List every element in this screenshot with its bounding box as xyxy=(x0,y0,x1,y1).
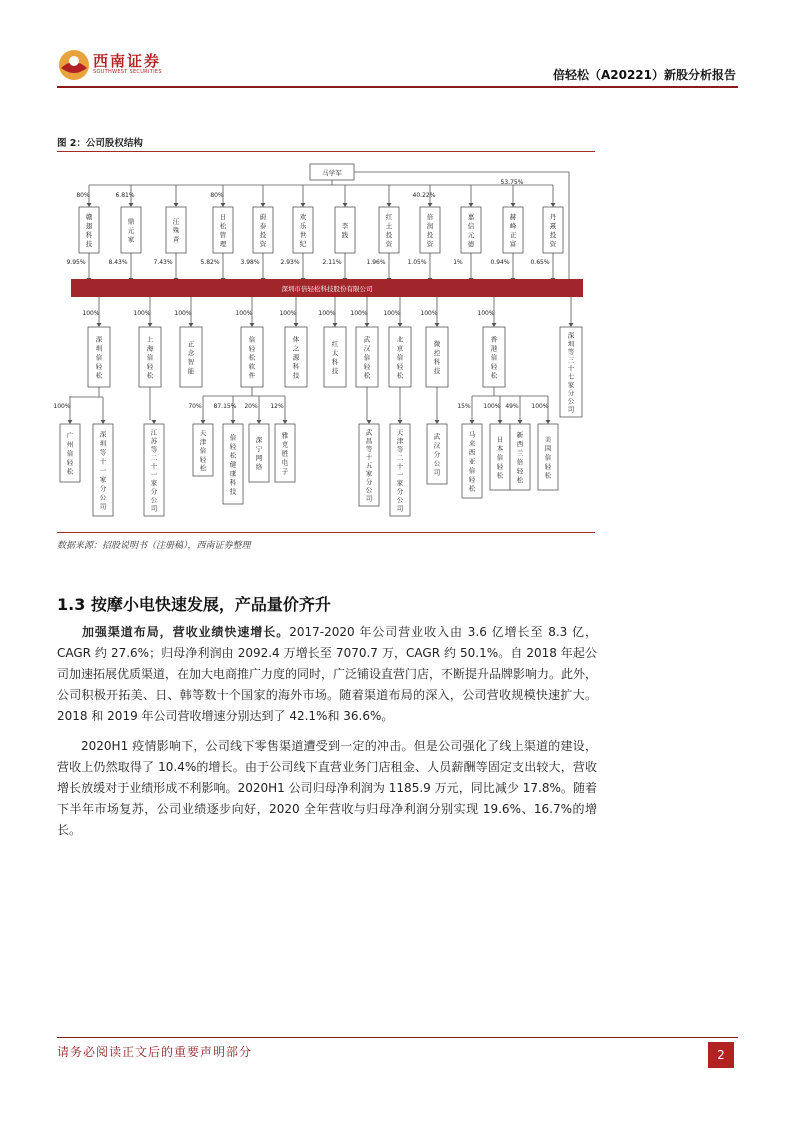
subsidiary-box-char: 深 xyxy=(567,331,575,340)
shareholder-box-char: 投 xyxy=(426,231,434,240)
subsidiary-box-char: 科 xyxy=(433,358,441,367)
paragraph-1 xyxy=(57,622,597,727)
level3-pct: 70% xyxy=(188,403,202,410)
company-label: 深圳市倍轻松科技股份有限公司 xyxy=(281,285,373,293)
arrow-head xyxy=(201,420,206,424)
level3-box-char: 网 xyxy=(255,454,263,463)
level3-box-char: 亚 xyxy=(468,457,476,466)
subsidiary-box-char: 技 xyxy=(292,371,300,380)
subsidiary-box-char: 技 xyxy=(331,367,339,376)
arrow-head xyxy=(250,323,255,327)
logo-subtext: SOUTHWEST SECURITIES xyxy=(93,69,162,75)
level3-box-char: 昌 xyxy=(365,436,373,445)
shareholder-box-char: 土 xyxy=(385,222,393,231)
subsidiary-box-char: 圳 xyxy=(95,344,103,353)
level3-box-char: 马 xyxy=(468,430,476,439)
arrow-head xyxy=(87,203,92,207)
shareholder-pct: 0.65% xyxy=(530,259,550,266)
level3-box-char: 胜 xyxy=(281,449,289,458)
level3-box-char: 克 xyxy=(281,440,289,449)
shareholder-box-char: 世 xyxy=(299,231,307,240)
level3-box-char: 分 xyxy=(99,484,107,493)
arrow-head xyxy=(333,323,338,327)
level3-box-char: 公 xyxy=(396,495,404,504)
arrow-head xyxy=(492,323,497,327)
shareholder-box-char: 汪 xyxy=(172,217,180,226)
level3-box-char: 康 xyxy=(229,469,237,478)
paragraph-2 xyxy=(57,736,597,841)
shareholder-parent-pct: 40.22% xyxy=(412,192,436,199)
arrow-head xyxy=(261,203,266,207)
subsidiary-box-char: 能 xyxy=(187,367,195,376)
level3-box-char: 津 xyxy=(199,437,207,446)
level3-pct: 20% xyxy=(244,403,258,410)
subsidiary-box-char: 轻 xyxy=(248,344,256,353)
level3-box-char: 等 xyxy=(99,448,107,457)
org-chart xyxy=(53,152,597,532)
shareholder-box-char: 丹 xyxy=(549,213,557,222)
level3-box-char: 西 xyxy=(468,448,476,457)
shareholder-box-char: 理 xyxy=(219,240,227,249)
shareholder-box-char: 李 xyxy=(341,222,349,231)
level3-box-char: 司 xyxy=(365,494,373,503)
subsidiary-box-char: 软 xyxy=(248,362,256,371)
subsidiary-box-char: 深 xyxy=(95,335,103,344)
level3-box-char: 等 xyxy=(396,445,404,454)
shareholder-box-char: 投 xyxy=(259,231,267,240)
shareholder-box-char: 管 xyxy=(219,231,227,240)
shareholder-box-char: 鼎 xyxy=(127,217,135,226)
level3-box-char: 二 xyxy=(150,453,158,462)
subsidiary-box-char: 倍 xyxy=(363,353,371,362)
subsidiary-box-char: 圳 xyxy=(567,339,575,348)
subsidiary-box-char: 港 xyxy=(490,344,498,353)
top-person-label: 马学军 xyxy=(322,169,342,177)
level3-box-char: 技 xyxy=(229,487,237,496)
subsidiary-box-char: 源 xyxy=(292,353,300,362)
level3-box-char: 轻 xyxy=(544,462,552,471)
level3-box-char: 分 xyxy=(365,477,373,486)
shareholder-parent-pct: 6.81% xyxy=(115,192,135,199)
level3-box-char: 天 xyxy=(199,429,207,438)
level3-box-char: 新 xyxy=(516,431,524,440)
level3-box-char: 络 xyxy=(255,463,263,472)
level3-pct: 87.15% xyxy=(213,403,237,410)
shareholder-box-char: 殊 xyxy=(172,226,180,235)
subsidiary-box-char: 松 xyxy=(146,371,154,380)
logo-text: 西南证券 xyxy=(93,52,162,70)
level3-box-char: 家 xyxy=(396,479,404,488)
arrow-head xyxy=(283,420,288,424)
level3-box-char: 轻 xyxy=(468,475,476,484)
subsidiary-box-char: 念 xyxy=(187,349,195,358)
subsidiary-box-char: 等 xyxy=(567,347,575,356)
level3-box-char: 广 xyxy=(66,431,74,440)
subsidiary-box-char: 轻 xyxy=(363,362,371,371)
level3-box-char: 十 xyxy=(99,457,107,466)
level3-box-char: 司 xyxy=(433,468,441,477)
level3-box-char: 十 xyxy=(365,453,373,462)
level3-box-char: 家 xyxy=(99,475,107,484)
shareholder-box-char: 倍 xyxy=(426,213,434,222)
level3-box-char: 司 xyxy=(99,502,107,511)
level3-box-char: 一 xyxy=(396,470,404,479)
subsidiary-pct: 100% xyxy=(279,310,297,317)
shareholder-box-char: 正 xyxy=(509,231,517,240)
arrow-head xyxy=(398,323,403,327)
level3-box-char: 松 xyxy=(66,467,74,476)
subsidiary-box-char: 科 xyxy=(331,358,339,367)
level3-box-char: 司 xyxy=(150,504,158,513)
level3-box-char: 轻 xyxy=(496,462,504,471)
level3-box-char: 松 xyxy=(468,484,476,493)
level3-box-char: 分 xyxy=(433,450,441,459)
level3-box-char: 天 xyxy=(396,428,404,437)
footer-disclaimer: 请务必阅读正文后的重要声明部分 xyxy=(57,1045,253,1059)
shareholder-pct: 1.96% xyxy=(366,259,386,266)
shareholder-box-char: 松 xyxy=(219,222,227,231)
level3-pct: 49% xyxy=(505,403,519,410)
arrow-head xyxy=(189,323,194,327)
subsidiary-box-char: 控 xyxy=(433,349,441,358)
arrow-head xyxy=(546,420,551,424)
level3-box-char: 深 xyxy=(99,430,107,439)
subsidiary-box-char: 倍 xyxy=(95,353,103,362)
subsidiary-pct: 100% xyxy=(82,310,100,317)
shareholder-pct: 8.43% xyxy=(108,259,128,266)
level3-box-char: 一 xyxy=(99,466,107,475)
level3-box-char: 轻 xyxy=(229,442,237,451)
level3-box-char: 分 xyxy=(396,487,404,496)
subsidiary-box-char: 京 xyxy=(396,344,404,353)
subsidiary-box-char: 松 xyxy=(363,371,371,380)
level3-pct: 100% xyxy=(483,403,501,410)
arrow-head xyxy=(68,420,73,424)
subsidiary-box-char: 上 xyxy=(146,335,154,344)
shareholder-box-char: 熹 xyxy=(549,222,557,231)
level3-box-char: 江 xyxy=(150,428,158,437)
shareholder-box-char: 乐 xyxy=(299,222,307,231)
arrow-head xyxy=(435,420,440,424)
level3-box-char: 国 xyxy=(544,444,552,453)
subsidiary-box-char: 北 xyxy=(396,335,404,344)
page-number: 2 xyxy=(708,1042,734,1068)
arrow-head xyxy=(569,323,574,327)
shareholder-box-char: 翅 xyxy=(85,222,93,231)
shareholder-box-char: 蔚 xyxy=(259,213,267,222)
shareholder-pct: 3.98% xyxy=(240,259,260,266)
shareholder-box-char: 纪 xyxy=(299,240,307,249)
level3-box-char: 一 xyxy=(150,470,158,479)
level3-box-char: 日 xyxy=(496,435,504,444)
subsidiary-box-char: 武 xyxy=(363,335,371,344)
arrow-head xyxy=(398,420,403,424)
level3-box-char: 轻 xyxy=(516,467,524,476)
level3-box-char: 健 xyxy=(229,460,237,469)
top-right-pct: 53.75% xyxy=(500,179,524,186)
shareholder-box-char: 日 xyxy=(219,213,227,222)
subsidiary-box-char: 司 xyxy=(567,405,575,414)
arrow-head xyxy=(470,420,475,424)
arrow-head xyxy=(367,420,372,424)
level3-box-char: 倍 xyxy=(199,446,207,455)
section-title: 1.3 按摩小电快速发展，产品量价齐升 xyxy=(57,595,331,614)
level3-box-char: 公 xyxy=(99,493,107,502)
arrow-head xyxy=(294,323,299,327)
shareholder-box-char: 润 xyxy=(426,222,434,231)
shareholder-box-char: 资 xyxy=(385,240,393,249)
shareholder-pct: 7.43% xyxy=(153,259,173,266)
arrow-head xyxy=(551,203,556,207)
shareholder-pct: 1.05% xyxy=(407,259,427,266)
level3-box-char: 家 xyxy=(150,479,158,488)
level3-box-char: 电 xyxy=(281,458,289,467)
footer-rule xyxy=(57,1037,738,1038)
shareholder-box-char: 元 xyxy=(127,226,135,235)
level3-box-char: 倍 xyxy=(544,453,552,462)
subsidiary-box-char: 香 xyxy=(490,335,498,344)
level3-box-char: 州 xyxy=(66,440,74,449)
level3-box-char: 圳 xyxy=(99,439,107,448)
subsidiary-box-char: 倍 xyxy=(146,353,154,362)
arrow-head xyxy=(387,203,392,207)
level3-box-char: 公 xyxy=(433,459,441,468)
shareholder-box-char: 富 xyxy=(509,240,517,249)
paragraph-2-body: 2020H1 疫情影响下，公司线下零售渠道遭受到一定的冲击。但是公司强化了线上渠道的建设，营收上仍然取得了 10.4%的增长。由于公司线下直营业务门店租金、人员薪酬等固定支出较大，营收增长放缓对于业绩形成不利影响。2020H1 公司归母净利润为 1185.9 万元，同比减少 17.8%。随着下半年市场复苏，公司业绩逐步向好，2020 全年营收与归母净利润分别实现 19.6%、16.7%的增长。 xyxy=(57,739,597,837)
level3-box-char: 津 xyxy=(396,437,404,446)
arrow-head xyxy=(129,203,134,207)
level3-box-char: 分 xyxy=(150,487,158,496)
level3-box-char: 等 xyxy=(150,445,158,454)
subsidiary-box-char: 三 xyxy=(567,356,575,365)
level3-box-char: 雅 xyxy=(281,431,289,440)
level3-box-char: 十 xyxy=(150,462,158,471)
shareholder-box-char: 信 xyxy=(467,222,475,231)
subsidiary-box-char: 技 xyxy=(433,367,441,376)
shareholder-box-char: 践 xyxy=(341,231,349,240)
subsidiary-pct: 100% xyxy=(383,310,401,317)
logo-emblem-icon xyxy=(57,48,91,82)
shareholder-box-char: 赫 xyxy=(509,213,517,222)
shareholder-pct: 2.93% xyxy=(280,259,300,266)
arrow-head xyxy=(435,323,440,327)
level3-pct: 100% xyxy=(53,403,71,410)
subsidiary-box-char: 正 xyxy=(187,340,195,349)
subsidiary-box-char: 十 xyxy=(567,364,575,373)
level3-box-char: 倍 xyxy=(516,458,524,467)
figure-bottom-rule xyxy=(57,532,595,533)
shareholder-box-char: 资 xyxy=(549,240,557,249)
subsidiary-box-char: 智 xyxy=(187,358,195,367)
subsidiary-box-char: 松 xyxy=(248,353,256,362)
subsidiary-pct: 100% xyxy=(235,310,253,317)
level3-box-char: 公 xyxy=(365,486,373,495)
subsidiary-box-char: 轻 xyxy=(490,362,498,371)
level3-box-char: 武 xyxy=(433,432,441,441)
arrow-head xyxy=(152,420,157,424)
subsidiary-box-char: 红 xyxy=(331,340,339,349)
level3-box-char: 西 xyxy=(516,440,524,449)
arrow-head xyxy=(148,323,153,327)
level3-box-char: 兰 xyxy=(516,449,524,458)
level3-box-char: 松 xyxy=(544,471,552,480)
shareholder-pct: 0.94% xyxy=(490,259,510,266)
subsidiary-pct: 100% xyxy=(350,310,368,317)
arrow-head xyxy=(428,203,433,207)
shareholder-box-char: 峰 xyxy=(509,222,517,231)
arrow-head xyxy=(231,420,236,424)
subsidiary-pct: 100% xyxy=(318,310,336,317)
level3-box-char: 宁 xyxy=(255,445,263,454)
level3-box-char: 公 xyxy=(150,495,158,504)
level3-box-char: 倍 xyxy=(66,449,74,458)
level3-box-char: 等 xyxy=(365,445,373,454)
subsidiary-box-char: 倍 xyxy=(490,353,498,362)
figure-source: 数据来源：招股说明书（注册稿），西南证券整理 xyxy=(57,541,251,551)
shareholder-pct: 9.95% xyxy=(66,259,86,266)
subsidiary-box-char: 件 xyxy=(248,371,256,380)
level3-box-char: 本 xyxy=(496,444,504,453)
arrow-head xyxy=(518,420,523,424)
arrow-head xyxy=(343,203,348,207)
level3-box-char: 倍 xyxy=(229,433,237,442)
subsidiary-pct: 100% xyxy=(420,310,438,317)
subsidiary-box-char: 之 xyxy=(292,344,300,353)
shareholder-box-char: 赣 xyxy=(85,213,93,222)
header-rule xyxy=(57,86,738,88)
level3-box-char: 苏 xyxy=(150,437,158,446)
level3-box-char: 汉 xyxy=(433,441,441,450)
subsidiary-pct: 100% xyxy=(174,310,192,317)
level3-box-char: 松 xyxy=(516,476,524,485)
subsidiary-pct: 100% xyxy=(477,310,495,317)
shareholder-box-char: 资 xyxy=(426,240,434,249)
shareholder-pct: 5.82% xyxy=(200,259,220,266)
shareholder-box-char: 投 xyxy=(549,231,557,240)
shareholder-box-char: 泰 xyxy=(259,222,267,231)
shareholder-box-char: 青 xyxy=(172,235,180,244)
level3-box-char: 美 xyxy=(544,435,552,444)
report-title: 倍轻松（A20221）新股分析报告 xyxy=(552,68,736,82)
subsidiary-box-char: 松 xyxy=(95,371,103,380)
shareholder-box-char: 家 xyxy=(127,235,135,244)
subsidiary-box-char: 松 xyxy=(490,371,498,380)
shareholder-box-char: 投 xyxy=(385,231,393,240)
shareholder-parent-pct: 80% xyxy=(76,192,90,199)
arrow-head xyxy=(97,323,102,327)
shareholder-box-char: 嘉 xyxy=(467,213,475,222)
level3-box-char: 轻 xyxy=(199,455,207,464)
level3-box-char: 科 xyxy=(229,478,237,487)
arrow-head xyxy=(365,323,370,327)
shareholder-box-char: 元 xyxy=(467,231,475,240)
subsidiary-box-char: 体 xyxy=(292,335,300,344)
arrow-head xyxy=(301,203,306,207)
arrow-head xyxy=(174,203,179,207)
paragraph-1-body: 2017-2020 年公司营业收入由 3.6 亿增长至 8.3 亿，CAGR 约 27.6%；归母净利润由 2092.4 万增长至 7070.7 万，CAGR 约 50.1%。自 2018 年起公司加速拓展优质渠道，在加大电商推广力度的同时，广泛铺设直营门店，不断提升品牌影响力。此外，公司积极开拓美、日、韩等数十个国家的海外市场。随着渠道布局的深入，公司营收规模快速扩大。2018 和 2019 年公司营收增速分别达到了 42.1%和 36.6%。 xyxy=(57,625,598,723)
paragraph-1-lead: 加强渠道布局，营收业绩快速增长。 xyxy=(81,625,290,639)
arrow-head xyxy=(257,420,262,424)
subsidiary-pct: 100% xyxy=(133,310,151,317)
shareholder-box-char: 欢 xyxy=(299,213,307,222)
level3-box-char: 倍 xyxy=(468,466,476,475)
level3-box-char: 五 xyxy=(365,461,373,470)
level3-pct: 12% xyxy=(270,403,284,410)
shareholder-pct: 2.11% xyxy=(322,259,342,266)
subsidiary-box-char: 太 xyxy=(331,349,339,358)
level3-box-char: 深 xyxy=(255,436,263,445)
level3-pct: 15% xyxy=(457,403,471,410)
level3-box-char: 司 xyxy=(396,504,404,513)
shareholder-box-char: 技 xyxy=(85,240,93,249)
level3-box-char: 十 xyxy=(396,462,404,471)
arrow-head xyxy=(511,203,516,207)
shareholder-parent-pct: 80% xyxy=(210,192,224,199)
subsidiary-box-char: 公 xyxy=(567,397,575,406)
subsidiary-box-char: 科 xyxy=(292,362,300,371)
shareholder-pct: 1% xyxy=(453,259,463,266)
level3-box-char: 轻 xyxy=(66,458,74,467)
subsidiary-box-char: 家 xyxy=(567,380,575,389)
level3-box-char: 松 xyxy=(229,451,237,460)
level3-box-char: 松 xyxy=(199,464,207,473)
level3-box-char: 来 xyxy=(468,439,476,448)
arrow-head xyxy=(221,203,226,207)
arrow-head xyxy=(101,420,106,424)
subsidiary-box-char: 倍 xyxy=(248,335,256,344)
subsidiary-box-char: 汉 xyxy=(363,344,371,353)
arrow-head xyxy=(469,203,474,207)
subsidiary-box-char: 轻 xyxy=(396,362,404,371)
subsidiary-box-char: 七 xyxy=(567,372,575,381)
level3-box-char: 子 xyxy=(281,467,289,476)
level3-box-char: 家 xyxy=(365,469,373,478)
level3-pct: 100% xyxy=(531,403,549,410)
level3-box-char: 武 xyxy=(365,428,373,437)
level3-box-char: 二 xyxy=(396,453,404,462)
subsidiary-box-char: 轻 xyxy=(95,362,103,371)
level3-box-char: 松 xyxy=(496,471,504,480)
arrow-head xyxy=(498,420,503,424)
subsidiary-box-char: 微 xyxy=(433,340,441,349)
shareholder-box-char: 德 xyxy=(467,240,475,249)
subsidiary-box-char: 分 xyxy=(567,388,575,397)
subsidiary-box-char: 海 xyxy=(146,344,154,353)
subsidiary-box-char: 倍 xyxy=(396,353,404,362)
shareholder-box-char: 科 xyxy=(85,231,93,240)
subsidiary-box-char: 轻 xyxy=(146,362,154,371)
subsidiary-box-char: 松 xyxy=(396,371,404,380)
figure-title: 图 2：公司股权结构 xyxy=(57,138,143,149)
shareholder-box-char: 红 xyxy=(385,213,393,222)
shareholder-box-char: 资 xyxy=(259,240,267,249)
level3-box-char: 倍 xyxy=(496,453,504,462)
